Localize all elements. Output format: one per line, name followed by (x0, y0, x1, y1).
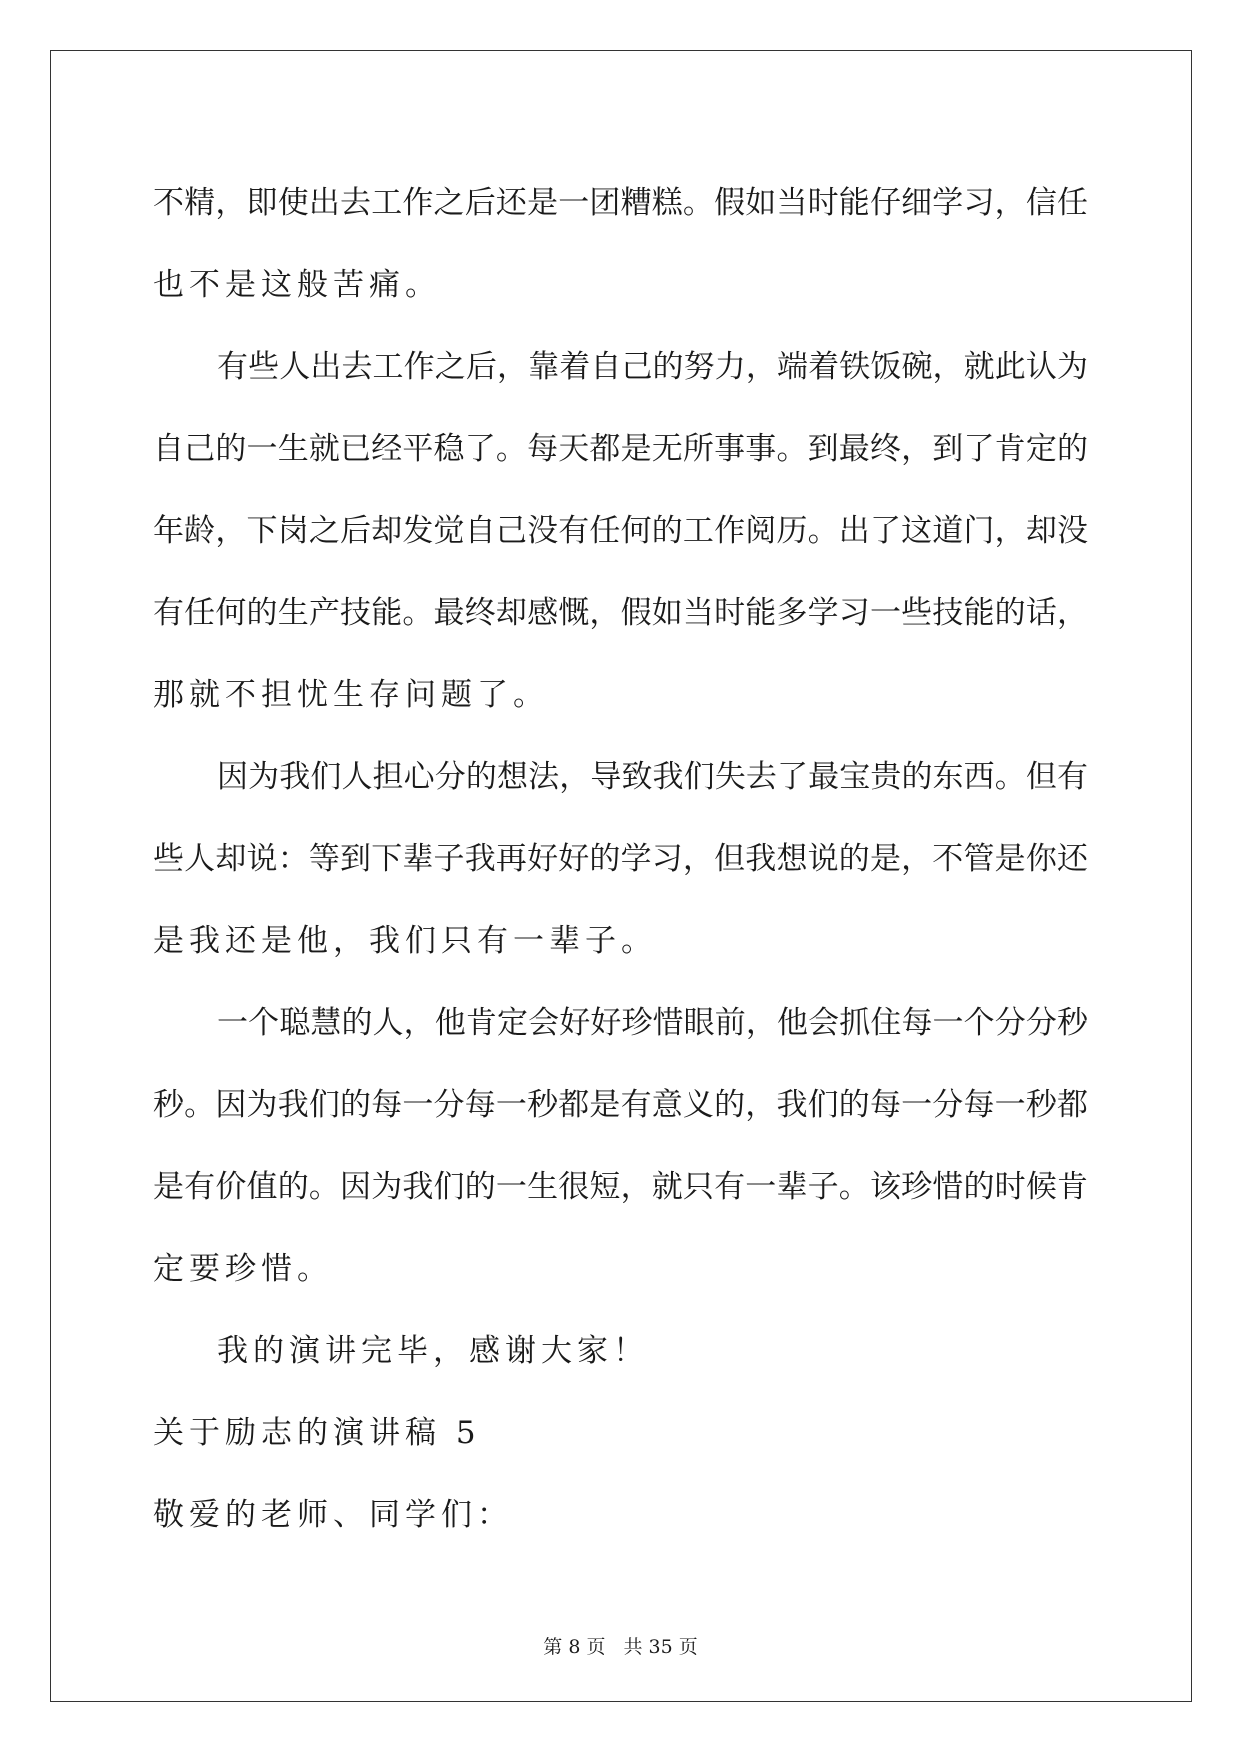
section-heading: 关于励志的演讲稿 5 (153, 1415, 481, 1451)
salutation: 敬爱的老师、同学们： (153, 1497, 513, 1533)
text-line: 也不是这般苦痛。 (153, 267, 441, 303)
text-line: 定要珍惜。 (153, 1251, 333, 1287)
text-line: 不精，即使出去工作之后还是一团糟糕。假如当时能仔细学习，信任 (153, 185, 1088, 221)
text-line: 秒。因为我们的每一分每一秒都是有意义的，我们的每一分每一秒都 (153, 1087, 1088, 1123)
paragraph-start-line: 有些人出去工作之后，靠着自己的努力，端着铁饭碗，就此认为 (217, 349, 1088, 385)
text-line: 自己的一生就已经平稳了。每天都是无所事事。到最终，到了肯定的 (153, 431, 1088, 467)
text-line: 是我还是他，我们只有一辈子。 (153, 923, 657, 959)
paragraph-start-line: 一个聪慧的人，他肯定会好好珍惜眼前，他会抓住每一个分分秒 (217, 1005, 1088, 1041)
page-footer (0, 1632, 1241, 1659)
document-body (153, 162, 1088, 1556)
paragraph-start-line: 因为我们人担心分的想法，导致我们失去了最宝贵的东西。但有 (217, 759, 1088, 795)
text-line: 年龄，下岗之后却发觉自己没有任何的工作阅历。出了这道门，却没 (153, 513, 1088, 549)
text-line: 有任何的生产技能。最终却感慨，假如当时能多学习一些技能的话， (153, 595, 1088, 631)
text-line: 是有价值的。因为我们的一生很短，就只有一辈子。该珍惜的时候肯 (153, 1169, 1088, 1205)
text-line: 那就不担忧生存问题了。 (153, 677, 549, 713)
current-page-number: 第 8 页 (543, 1636, 606, 1658)
text-line: 些人却说：等到下辈子我再好好的学习，但我想说的是，不管是你还 (153, 841, 1088, 877)
total-pages: 共 35 页 (623, 1636, 698, 1658)
closing-line: 我的演讲完毕，感谢大家！ (217, 1333, 649, 1369)
